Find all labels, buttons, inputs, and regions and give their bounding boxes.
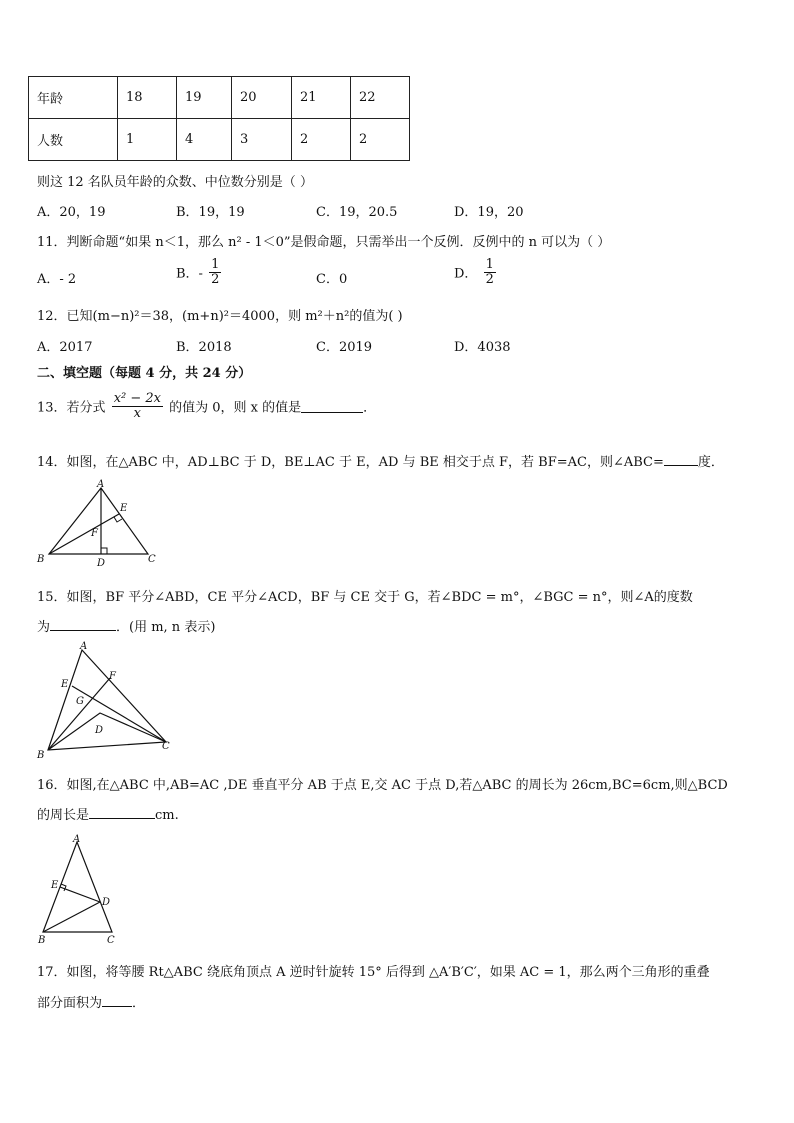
fraction	[209, 258, 221, 286]
point-label-f: F	[109, 671, 116, 682]
table-cell: 1	[118, 119, 177, 161]
q15-text: 为	[37, 620, 51, 635]
q17-end: ．	[132, 996, 146, 1011]
point-label-a: A	[73, 834, 81, 845]
fraction	[484, 258, 496, 286]
q11-option-c: C．0	[316, 272, 348, 287]
answer-blank[interactable]	[664, 453, 698, 466]
point-label-c: C	[162, 741, 170, 752]
q11-option-a: A．- 2	[37, 272, 77, 287]
q10-option-c: C．19，20.5	[316, 205, 398, 220]
table-cell: 20	[232, 77, 292, 119]
q16-end: cm.	[155, 808, 179, 823]
answer-blank[interactable]	[301, 400, 363, 413]
q17-text: 部分面积为	[37, 996, 103, 1011]
q13-suffix: 的值为 0，则 x 的值是	[169, 400, 302, 416]
triangle-figure-q14	[34, 478, 160, 568]
question-15-line1: 15．如图，BF 平分∠ABD，CE 平分∠ACD，BF 与 CE 交于 G，若∠BDC = m°，∠BGC = n°，则∠A的度数	[37, 590, 693, 605]
q11-option-d-label: D．	[454, 266, 478, 282]
answer-blank[interactable]	[50, 618, 116, 631]
table-cell: 18	[118, 77, 177, 119]
altitude-be	[49, 514, 119, 554]
q14-end: 度．	[697, 455, 724, 470]
age-table	[28, 76, 410, 161]
point-label-e: E	[61, 679, 69, 690]
question-12-stem: 12．已知(m−n)²＝38，(m+n)²＝4000，则 m²＋n²的值为( )	[37, 309, 403, 324]
question-17-line2	[37, 992, 145, 1011]
point-label-f: F	[91, 528, 98, 539]
fraction-numerator: 1	[211, 257, 220, 272]
point-label-b: B	[37, 554, 45, 565]
answer-blank[interactable]	[89, 806, 155, 819]
bisector-ce	[72, 686, 166, 742]
table-cell: 22	[351, 77, 410, 119]
table-cell: 3	[232, 119, 292, 161]
fraction-denominator: 2	[485, 271, 494, 287]
table-cell: 人数	[29, 119, 118, 161]
answer-blank[interactable]	[102, 994, 132, 1007]
table-cell: 4	[177, 119, 232, 161]
q15-end: ．(用 m, n 表示)	[116, 620, 216, 635]
q11-option-b-label: B．-	[176, 266, 203, 282]
question-17-line1: 17．如图，将等腰 Rt△ABC 绕底角顶点 A 逆时针旋转 15° 后得到 △A′B′C′，如果 AC = 1，那么两个三角形的重叠	[37, 965, 710, 980]
point-label-e: E	[120, 503, 128, 514]
q11-option-d	[454, 258, 498, 286]
table-cell: 21	[292, 77, 351, 119]
question-10-stem: 则这 12 名队员年龄的众数、中位数分别是（ ）	[37, 175, 313, 190]
q12-option-a: A．2017	[37, 340, 93, 355]
question-16-line2	[37, 804, 179, 823]
point-label-d: D	[95, 725, 104, 736]
question-11-stem: 11．判断命题“如果 n＜1，那么 n² - 1＜0”是假命题，只需举出一个反例．反例中的 n 可以为（ ）	[37, 235, 611, 250]
point-label-e: E	[51, 880, 59, 891]
perpendicular-bisector-de	[60, 887, 100, 902]
point-label-b: B	[38, 935, 46, 946]
table-cell: 19	[177, 77, 232, 119]
fraction-numerator: x² − 2x	[113, 391, 161, 406]
point-label-a: A	[97, 479, 105, 490]
q16-text: 的周长是	[37, 808, 90, 823]
question-13	[37, 392, 376, 420]
triangle-abc	[49, 488, 148, 554]
fraction-denominator: 2	[211, 271, 220, 287]
point-label-d: D	[102, 897, 111, 908]
table-row	[29, 119, 410, 161]
triangle-abc	[48, 650, 166, 750]
q12-option-b: B．2018	[176, 340, 232, 355]
segment-bd	[43, 902, 100, 932]
q13-end: ．	[363, 400, 377, 416]
q14-text: 14．如图，在△ABC 中，AD⊥BC 于 D，BE⊥AC 于 E，AD 与 BE 相交于点 F，若 BF=AC，则∠ABC=	[37, 455, 664, 470]
right-angle-mark	[101, 548, 107, 554]
point-label-b: B	[37, 750, 45, 761]
q10-option-d: D．19，20	[454, 205, 524, 220]
table-cell: 2	[351, 119, 410, 161]
question-16-line1: 16．如图,在△ABC 中,AB=AC ,DE 垂直平分 AB 于点 E,交 AC 于点 D,若△ABC 的周长为 26cm,BC=6cm,则△BCD	[37, 778, 728, 793]
fraction-numerator: 1	[485, 257, 494, 272]
table-cell: 年龄	[29, 77, 118, 119]
q11-option-b	[176, 258, 223, 286]
triangle-figure-q15	[34, 640, 179, 762]
right-angle-mark	[114, 517, 122, 522]
q10-option-b: B．19，19	[176, 205, 245, 220]
fraction-denominator: x	[133, 405, 142, 421]
table-cell: 2	[292, 119, 351, 161]
point-label-d: D	[97, 558, 106, 568]
triangle-figure-q16	[34, 832, 134, 947]
point-label-c: C	[107, 935, 115, 946]
table-row	[29, 77, 410, 119]
fraction	[112, 392, 163, 420]
q12-option-c: C．2019	[316, 340, 373, 355]
q13-prefix: 13．若分式	[37, 400, 106, 416]
question-14	[37, 451, 724, 470]
point-label-g: G	[76, 696, 84, 707]
q12-option-d: D．4038	[454, 340, 511, 355]
point-label-a: A	[80, 641, 88, 652]
point-label-c: C	[148, 554, 156, 565]
question-15-line2	[37, 616, 215, 635]
q10-option-a: A．20，19	[37, 205, 106, 220]
bisector-bf	[48, 678, 110, 750]
section-heading: 二、填空题（每题 4 分，共 24 分）	[37, 366, 252, 381]
